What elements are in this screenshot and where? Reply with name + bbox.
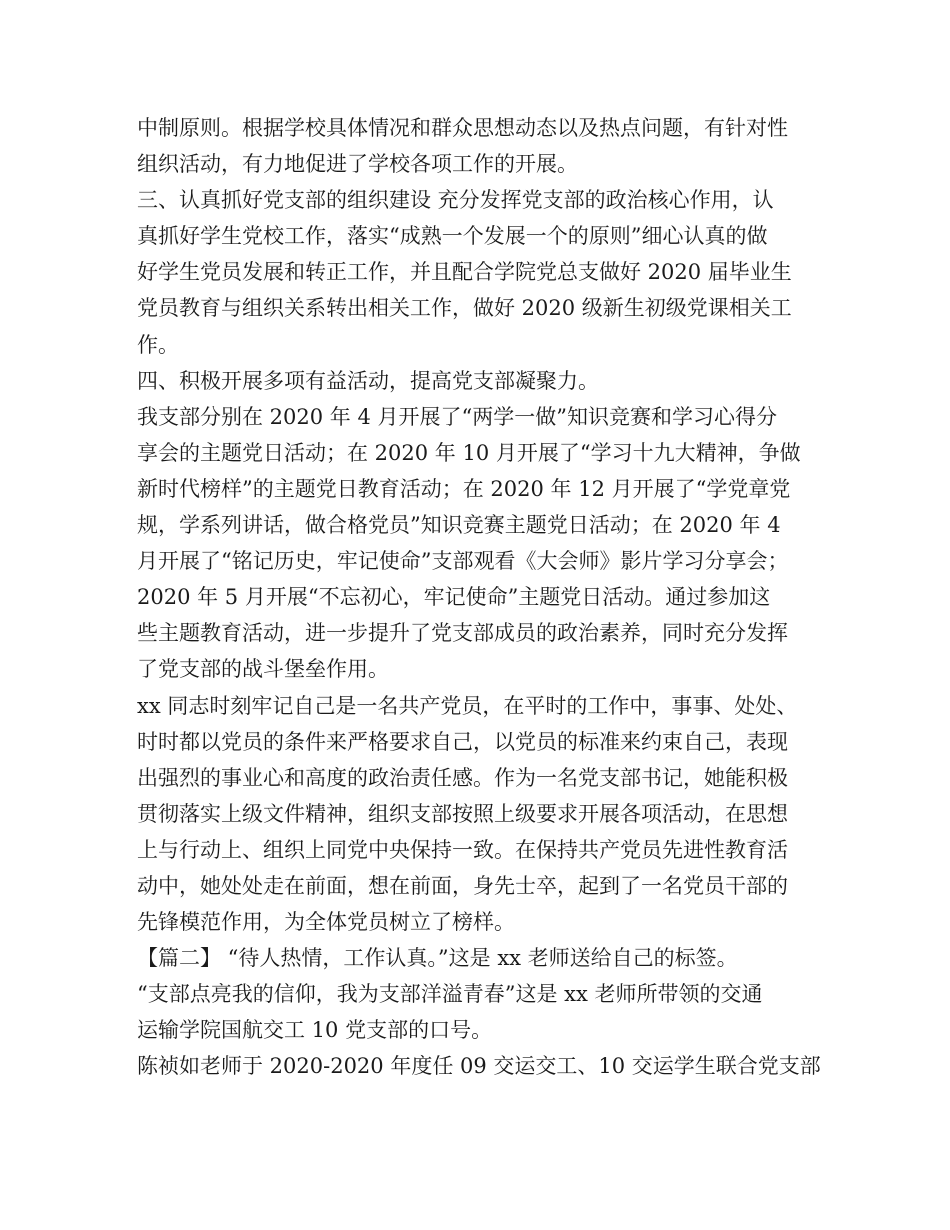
text-line: 真抓好学生党校工作，落实“成熟一个发展一个的原则”细心认真的做	[137, 224, 768, 249]
text-line: 三、认真抓好党支部的组织建设 充分发挥党支部的政治核心作用，认	[137, 188, 774, 213]
text-line: xx 同志时刻牢记自己是一名共产党员，在平时的工作中，事事、处处、	[137, 693, 798, 718]
text-line: 贯彻落实上级文件精神，组织支部按照上级要求开展各项活动，在思想	[137, 801, 788, 826]
text-line: 组织活动，有力地促进了学校各项工作的开展。	[137, 152, 578, 177]
text-line: 先锋模范作用，为全体党员树立了榜样。	[137, 910, 515, 935]
text-line: 享会的主题党日活动；在 2020 年 10 月开展了“学习十九大精神，争做	[137, 440, 801, 465]
section-heading: 四、积极开展多项有益活动，提高党支部凝聚力。	[137, 368, 599, 393]
text-line: 我支部分别在 2020 年 4 月开展了“两学一做”知识竞赛和学习心得分	[137, 404, 777, 429]
section-heading: 【篇二】 “待人热情，工作认真。”这是 xx 老师送给自己的标签。	[137, 946, 738, 971]
text-line: 月开展了“铭记历史，牢记使命”支部观看《大会师》影片学习分享会；	[137, 549, 789, 574]
text-line: 中制原则。根据学校具体情况和群众思想动态以及热点问题，有针对性	[137, 116, 788, 140]
text-line: 运输学院国航交工 10 党支部的口号。	[137, 1018, 493, 1043]
text-line: 好学生党员发展和转正工作，并且配合学院党总支做好 2020 届毕业生	[137, 260, 792, 285]
text-line: 2020 年 5 月开展“不忘初心，牢记使命”主题党日活动。通过参加这	[137, 585, 771, 610]
text-line: 作。	[137, 332, 179, 357]
document-body	[137, 110, 827, 1085]
text-line: 出强烈的事业心和高度的政治责任感。作为一名党支部书记，她能积极	[137, 765, 788, 790]
text-line: 些主题教育活动，进一步提升了党支部成员的政治素养，同时充分发挥	[137, 621, 788, 646]
text-line: 时时都以党员的条件来严格要求自己，以党员的标准来约束自己，表现	[137, 729, 788, 754]
text-line: 了党支部的战斗堡垒作用。	[137, 657, 389, 682]
text-line: 上与行动上、组织上同党中央保持一致。在保持共产党员先进性教育活	[137, 837, 788, 862]
text-line: 党员教育与组织关系转出相关工作，做好 2020 级新生初级党课相关工	[137, 296, 792, 321]
text-line: 动中，她处处走在前面，想在前面，身先士卒，起到了一名党员干部的	[137, 873, 788, 898]
text-line: 规，学系列讲话，做合格党员”知识竞赛主题党日活动；在 2020 年 4	[137, 513, 781, 538]
text-line: “支部点亮我的信仰，我为支部洋溢青春”这是 xx 老师所带领的交通	[137, 982, 763, 1007]
text-line: 新时代榜样”的主题党日教育活动；在 2020 年 12 月开展了“学党章党	[137, 476, 791, 501]
text-line: 陈祯如老师于 2020-2020 年度任 09 交运交工、10 交运学生联合党支部	[137, 1054, 821, 1079]
